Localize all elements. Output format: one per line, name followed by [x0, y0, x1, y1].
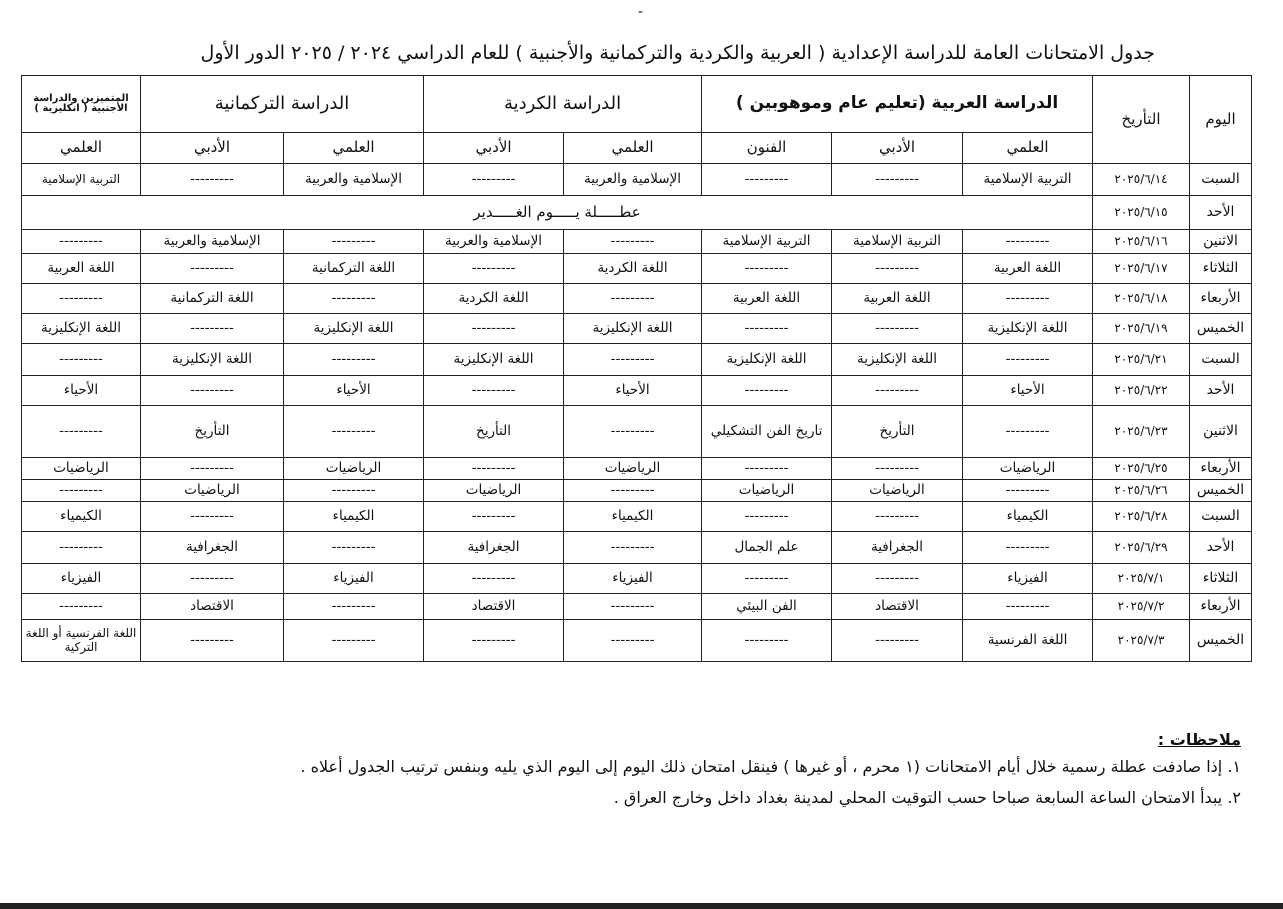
subject-cell: الرياضيات [702, 480, 832, 502]
subject-cell: --------- [284, 594, 424, 620]
header-arabic-sci: العلمي [963, 133, 1093, 164]
date-cell: ٢٠٢٥/٦/١٨ [1093, 284, 1190, 314]
subject-cell: التأريخ [424, 406, 564, 458]
table-row [22, 230, 1252, 254]
day-cell: الخميس [1190, 314, 1252, 344]
subject-cell: اللغة الإنكليزية [22, 314, 141, 344]
subject-cell: اللغة العربية [963, 254, 1093, 284]
subject-cell: الأحياء [22, 376, 141, 406]
subject-cell: الاقتصاد [832, 594, 963, 620]
header-kurdish-sci: العلمي [564, 133, 702, 164]
subject-cell: الرياضيات [832, 480, 963, 502]
subject-cell: --------- [702, 620, 832, 662]
subject-cell: --------- [963, 284, 1093, 314]
subject-cell: الإسلامية والعربية [141, 230, 284, 254]
subject-cell: التأريخ [832, 406, 963, 458]
subject-cell: --------- [963, 344, 1093, 376]
subject-cell: --------- [22, 284, 141, 314]
date-cell: ٢٠٢٥/٦/٢٣ [1093, 406, 1190, 458]
day-cell: السبت [1190, 344, 1252, 376]
exam-schedule-table [21, 75, 1252, 662]
header-arabic-arts: الفنون [702, 133, 832, 164]
subject-cell: --------- [702, 164, 832, 196]
holiday-cell: عطـــــلة يـــــوم الغـــــدير [22, 196, 1093, 230]
subject-cell: --------- [564, 284, 702, 314]
table-row [22, 564, 1252, 594]
subject-cell: الفيزياء [22, 564, 141, 594]
note-item-1: ١. إذا صادفت عطلة رسمية خلال أيام الامتحانات (١ محرم ، أو غيرها ) فينقل امتحان ذلك اليوم إلى اليوم الذي يليه وبنفس ترتيب الجدول أعلاه . [300, 757, 1241, 776]
subject-cell: الفيزياء [564, 564, 702, 594]
page-title: جدول الامتحانات العامة للدراسة الإعدادية ( العربية والكردية والتركمانية والأجنبية ) للعام الدراسي ٢٠٢٤ / ٢٠٢٥ الدور الأول [200, 42, 1155, 64]
subject-cell: --------- [963, 594, 1093, 620]
date-cell: ٢٠٢٥/٦/٢١ [1093, 344, 1190, 376]
subject-cell: اللغة الكردية [424, 284, 564, 314]
subject-cell: الإسلامية والعربية [424, 230, 564, 254]
day-cell: الاثنين [1190, 406, 1252, 458]
subject-cell: --------- [424, 314, 564, 344]
date-cell: ٢٠٢٥/٧/٣ [1093, 620, 1190, 662]
subject-cell: --------- [424, 564, 564, 594]
table-row [22, 314, 1252, 344]
day-cell: السبت [1190, 164, 1252, 196]
subject-cell: --------- [284, 344, 424, 376]
header-row-branches [22, 133, 1252, 164]
header-day: اليوم [1190, 76, 1252, 164]
subject-cell: --------- [22, 480, 141, 502]
subject-cell: --------- [564, 532, 702, 564]
date-cell: ٢٠٢٥/٦/٢٦ [1093, 480, 1190, 502]
header-turkmen-study: الدراسة التركمانية [141, 76, 424, 133]
subject-cell: الرياضيات [284, 458, 424, 480]
table-row [22, 458, 1252, 480]
subject-cell: --------- [284, 284, 424, 314]
subject-cell: --------- [424, 458, 564, 480]
header-turkmen-lit: الأدبي [141, 133, 284, 164]
subject-cell: الرياضيات [963, 458, 1093, 480]
header-kurdish-study: الدراسة الكردية [424, 76, 702, 133]
subject-cell: اللغة التركمانية [141, 284, 284, 314]
subject-cell: التربية الإسلامية [963, 164, 1093, 196]
subject-cell: علم الجمال [702, 532, 832, 564]
note-item-2: ٢. يبدأ الامتحان الساعة السابعة صباحا حسب التوقيت المحلي لمدينة بغداد داخل وخارج العراق . [613, 788, 1241, 807]
header-distinguished-study: المتميزين والدراسة الأجنبية ( انكليزية ) [22, 76, 141, 133]
date-cell: ٢٠٢٥/٦/١٥ [1093, 196, 1190, 230]
subject-cell: اللغة العربية [22, 254, 141, 284]
subject-cell: الكيمياء [284, 502, 424, 532]
subject-cell: الجغرافية [832, 532, 963, 564]
subject-cell: --------- [141, 376, 284, 406]
day-cell: الأربعاء [1190, 594, 1252, 620]
subject-cell: --------- [564, 230, 702, 254]
subject-cell: --------- [424, 254, 564, 284]
subject-cell: --------- [141, 314, 284, 344]
subject-cell: --------- [141, 564, 284, 594]
subject-cell: الرياضيات [564, 458, 702, 480]
subject-cell: الكيمياء [963, 502, 1093, 532]
subject-cell: الاقتصاد [141, 594, 284, 620]
subject-cell: اللغة الفرنسية [963, 620, 1093, 662]
subject-cell: --------- [141, 620, 284, 662]
subject-cell: --------- [832, 376, 963, 406]
subject-cell: الفيزياء [284, 564, 424, 594]
subject-cell: --------- [141, 254, 284, 284]
date-cell: ٢٠٢٥/٦/١٩ [1093, 314, 1190, 344]
subject-cell: التربية الإسلامية [832, 230, 963, 254]
subject-cell: اللغة الإنكليزية [284, 314, 424, 344]
header-arabic-lit: الأدبي [832, 133, 963, 164]
page-mark: - [638, 4, 644, 20]
date-cell: ٢٠٢٥/٦/٢٩ [1093, 532, 1190, 564]
subject-cell: --------- [702, 502, 832, 532]
subject-cell: اللغة الفرنسية أو اللغة التركية [22, 620, 141, 662]
table-row [22, 164, 1252, 196]
day-cell: الثلاثاء [1190, 254, 1252, 284]
subject-cell: الرياضيات [424, 480, 564, 502]
subject-cell: --------- [564, 594, 702, 620]
subject-cell: --------- [832, 254, 963, 284]
table-row [22, 620, 1252, 662]
subject-cell: --------- [22, 406, 141, 458]
header-row-groups [22, 76, 1252, 133]
subject-cell: --------- [702, 376, 832, 406]
header-turkmen-sci: العلمي [284, 133, 424, 164]
subject-cell: الرياضيات [141, 480, 284, 502]
subject-cell: --------- [963, 532, 1093, 564]
day-cell: الأربعاء [1190, 284, 1252, 314]
subject-cell: --------- [22, 344, 141, 376]
subject-cell: --------- [284, 480, 424, 502]
subject-cell: الفيزياء [963, 564, 1093, 594]
subject-cell: الأحياء [564, 376, 702, 406]
table-row [22, 594, 1252, 620]
subject-cell: اللغة الإنكليزية [564, 314, 702, 344]
subject-cell: --------- [564, 620, 702, 662]
subject-cell: الاقتصاد [424, 594, 564, 620]
subject-cell: تاريخ الفن التشكيلي [702, 406, 832, 458]
date-cell: ٢٠٢٥/٦/١٧ [1093, 254, 1190, 284]
day-cell: الخميس [1190, 620, 1252, 662]
subject-cell: --------- [22, 594, 141, 620]
subject-cell: --------- [832, 164, 963, 196]
table-row [22, 502, 1252, 532]
header-date: التأريخ [1093, 76, 1190, 164]
day-cell: الثلاثاء [1190, 564, 1252, 594]
subject-cell: --------- [284, 406, 424, 458]
date-cell: ٢٠٢٥/٦/٢٨ [1093, 502, 1190, 532]
day-cell: السبت [1190, 502, 1252, 532]
subject-cell: --------- [702, 564, 832, 594]
day-cell: الأحد [1190, 376, 1252, 406]
subject-cell: --------- [564, 480, 702, 502]
header-arabic-study: الدراسة العربية (تعليم عام وموهوبين ) [702, 76, 1093, 133]
subject-cell: --------- [832, 502, 963, 532]
subject-cell: --------- [284, 230, 424, 254]
subject-cell: اللغة الإنكليزية [424, 344, 564, 376]
subject-cell: --------- [702, 314, 832, 344]
date-cell: ٢٠٢٥/٦/١٦ [1093, 230, 1190, 254]
date-cell: ٢٠٢٥/٦/١٤ [1093, 164, 1190, 196]
date-cell: ٢٠٢٥/٧/١ [1093, 564, 1190, 594]
subject-cell: التأريخ [141, 406, 284, 458]
subject-cell: الجغرافية [141, 532, 284, 564]
date-cell: ٢٠٢٥/٦/٢٢ [1093, 376, 1190, 406]
subject-cell: اللغة الإنكليزية [832, 344, 963, 376]
subject-cell: --------- [22, 230, 141, 254]
table-row [22, 254, 1252, 284]
subject-cell: --------- [963, 230, 1093, 254]
subject-cell: الجغرافية [424, 532, 564, 564]
subject-cell: --------- [564, 406, 702, 458]
subject-cell: الكيمياء [22, 502, 141, 532]
subject-cell: الرياضيات [22, 458, 141, 480]
subject-cell: --------- [141, 458, 284, 480]
subject-cell: --------- [564, 344, 702, 376]
subject-cell: --------- [22, 532, 141, 564]
day-cell: الأربعاء [1190, 458, 1252, 480]
subject-cell: --------- [963, 406, 1093, 458]
subject-cell: --------- [424, 376, 564, 406]
subject-cell: --------- [832, 564, 963, 594]
table-row [22, 532, 1252, 564]
table-row [22, 344, 1252, 376]
subject-cell: اللغة الكردية [564, 254, 702, 284]
subject-cell: --------- [284, 620, 424, 662]
subject-cell: --------- [141, 164, 284, 196]
table-row [22, 284, 1252, 314]
subject-cell: الأحياء [963, 376, 1093, 406]
subject-cell: --------- [832, 620, 963, 662]
subject-cell: الإسلامية والعربية [564, 164, 702, 196]
subject-cell: --------- [284, 532, 424, 564]
subject-cell: اللغة الإنكليزية [141, 344, 284, 376]
subject-cell: --------- [424, 502, 564, 532]
notes-section [300, 730, 1241, 819]
day-cell: الخميس [1190, 480, 1252, 502]
table-row [22, 406, 1252, 458]
subject-cell: --------- [424, 164, 564, 196]
notes-heading: ملاحظات : [1157, 730, 1241, 749]
table-row [22, 480, 1252, 502]
header-distinguished-sci: العلمي [22, 133, 141, 164]
day-cell: الأحد [1190, 196, 1252, 230]
subject-cell: التربية الإسلامية [22, 164, 141, 196]
subject-cell: اللغة العربية [702, 284, 832, 314]
day-cell: الاثنين [1190, 230, 1252, 254]
subject-cell: اللغة الإنكليزية [702, 344, 832, 376]
subject-cell: --------- [963, 480, 1093, 502]
subject-cell: اللغة العربية [832, 284, 963, 314]
subject-cell: --------- [702, 458, 832, 480]
table-row [22, 196, 1252, 230]
subject-cell: التربية الإسلامية [702, 230, 832, 254]
day-cell: الأحد [1190, 532, 1252, 564]
subject-cell: --------- [141, 502, 284, 532]
subject-cell: --------- [424, 620, 564, 662]
subject-cell: --------- [702, 254, 832, 284]
subject-cell: اللغة الإنكليزية [963, 314, 1093, 344]
header-kurdish-lit: الأدبي [424, 133, 564, 164]
date-cell: ٢٠٢٥/٦/٢٥ [1093, 458, 1190, 480]
bottom-edge-line [0, 903, 1283, 909]
subject-cell: --------- [832, 458, 963, 480]
subject-cell: --------- [832, 314, 963, 344]
date-cell: ٢٠٢٥/٧/٢ [1093, 594, 1190, 620]
subject-cell: الإسلامية والعربية [284, 164, 424, 196]
subject-cell: الفن البيئي [702, 594, 832, 620]
subject-cell: الأحياء [284, 376, 424, 406]
subject-cell: الكيمياء [564, 502, 702, 532]
subject-cell: اللغة التركمانية [284, 254, 424, 284]
table-row [22, 376, 1252, 406]
